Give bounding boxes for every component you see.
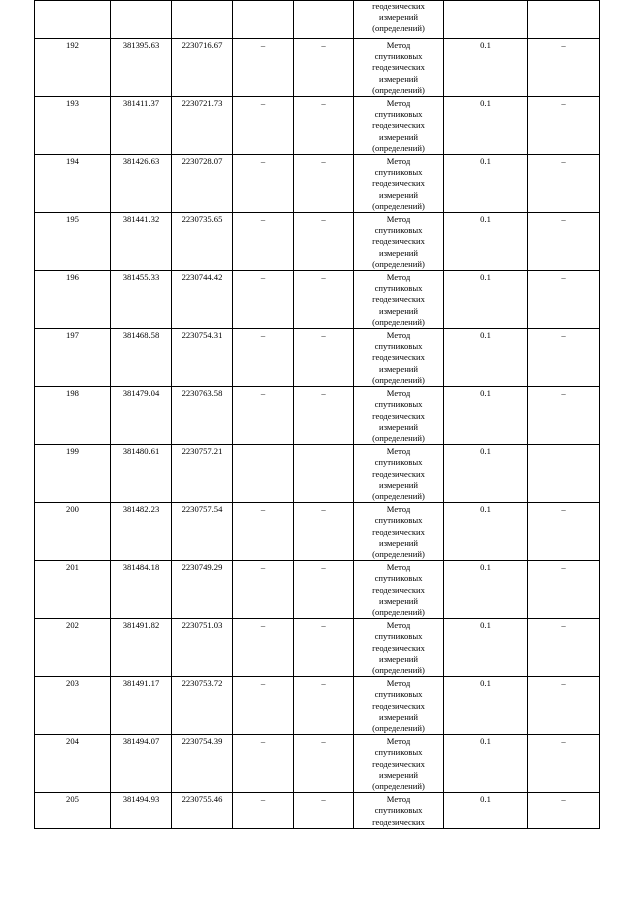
cell-col4: – — [233, 677, 294, 735]
cell-point-number: 201 — [35, 561, 111, 619]
cell-x: 381480.61 — [111, 445, 172, 503]
cell-point-number: 194 — [35, 155, 111, 213]
cell-col4 — [233, 1, 294, 39]
cell-col5: – — [294, 793, 354, 829]
cell-y — [172, 1, 233, 39]
method-line: (определений) — [372, 781, 425, 791]
cell-x: 381479.04 — [111, 387, 172, 445]
method-line: (определений) — [372, 200, 425, 211]
cell-col5: – — [294, 329, 354, 387]
cell-point-number: 195 — [35, 213, 111, 271]
method-line: (определений) — [372, 23, 425, 34]
method-line: измерений — [378, 189, 419, 200]
cell-x: 381482.23 — [111, 503, 172, 561]
method-line: геодезических — [372, 236, 425, 247]
cell-col8: – — [528, 39, 600, 97]
table-row — [35, 97, 600, 155]
method-line: Метод — [386, 620, 411, 631]
cell-x: 381484.18 — [111, 561, 172, 619]
cell-method — [354, 387, 444, 445]
cell-col5: – — [294, 213, 354, 271]
cell-method — [354, 1, 444, 39]
cell-accuracy: 0.1 — [444, 39, 528, 97]
method-line: геодезических — [372, 294, 425, 305]
cell-x: 381395.63 — [111, 39, 172, 97]
cell-point-number: 193 — [35, 97, 111, 155]
method-line: измерений — [378, 73, 419, 84]
cell-x — [111, 1, 172, 39]
cell-col5: – — [294, 735, 354, 793]
cell-col8: – — [528, 735, 600, 793]
cell-y: 2230721.73 — [172, 97, 233, 155]
cell-y: 2230744.42 — [172, 271, 233, 329]
table-row — [35, 793, 600, 829]
cell-y: 2230755.46 — [172, 793, 233, 829]
method-line: геодезических — [372, 584, 425, 595]
cell-method — [354, 445, 444, 503]
cell-accuracy: 0.1 — [444, 503, 528, 561]
cell-col8: – — [528, 213, 600, 271]
cell-point-number: 198 — [35, 387, 111, 445]
cell-col5: – — [294, 155, 354, 213]
method-line: спутниковых — [374, 631, 423, 642]
method-line: спутниковых — [374, 399, 423, 410]
cell-x: 381455.33 — [111, 271, 172, 329]
cell-col4: – — [233, 213, 294, 271]
cell-col8 — [528, 1, 600, 39]
cell-x: 381411.37 — [111, 97, 172, 155]
cell-y: 2230753.72 — [172, 677, 233, 735]
method-line: измерений — [378, 595, 419, 606]
method-line: Метод — [386, 736, 411, 747]
cell-x: 381494.93 — [111, 793, 172, 829]
cell-col8: – — [528, 619, 600, 677]
method-line: Метод — [386, 40, 411, 50]
table-row — [35, 271, 600, 329]
table-row — [35, 445, 600, 503]
cell-col5 — [294, 445, 354, 503]
cell-x: 381491.17 — [111, 677, 172, 735]
cell-x: 381491.82 — [111, 619, 172, 677]
cell-col4: – — [233, 561, 294, 619]
method-line: Метод — [386, 678, 411, 689]
cell-method — [354, 329, 444, 387]
method-line: Метод — [386, 272, 411, 283]
method-line: измерений — [378, 131, 419, 142]
method-line: геодезических — [372, 526, 425, 537]
cell-point-number: 204 — [35, 735, 111, 793]
table-row — [35, 155, 600, 213]
cell-method — [354, 271, 444, 329]
method-line: измерений — [378, 247, 419, 258]
table-row — [35, 387, 600, 445]
method-line: Метод — [386, 504, 411, 515]
cell-method — [354, 793, 444, 829]
cell-accuracy: 0.1 — [444, 445, 528, 503]
cell-point-number: 199 — [35, 445, 111, 503]
cell-point-number — [35, 1, 111, 39]
cell-col8: – — [528, 503, 600, 561]
cell-col4: – — [233, 503, 294, 561]
method-line: Метод — [386, 214, 411, 225]
method-line: измерений — [378, 363, 419, 374]
cell-x: 381494.07 — [111, 735, 172, 793]
cell-accuracy: 0.1 — [444, 677, 528, 735]
cell-y: 2230763.58 — [172, 387, 233, 445]
method-line: геодезических — [372, 62, 425, 73]
method-line: (определений) — [372, 722, 425, 733]
cell-y: 2230757.21 — [172, 445, 233, 503]
method-line: (определений) — [372, 84, 425, 95]
cell-accuracy: 0.1 — [444, 735, 528, 793]
cell-y: 2230735.65 — [172, 213, 233, 271]
cell-col5: – — [294, 387, 354, 445]
method-line: (определений) — [372, 606, 425, 617]
method-line: геодезических — [372, 120, 425, 131]
method-line: Метод — [386, 330, 411, 341]
cell-x: 381441.32 — [111, 213, 172, 271]
table-row — [35, 503, 600, 561]
method-line: (определений) — [372, 490, 425, 501]
cell-col5 — [294, 1, 354, 39]
cell-col8: – — [528, 155, 600, 213]
cell-y: 2230728.07 — [172, 155, 233, 213]
cell-y: 2230757.54 — [172, 503, 233, 561]
table-row — [35, 329, 600, 387]
cell-method — [354, 155, 444, 213]
method-line: измерений — [378, 421, 419, 432]
cell-x: 381426.63 — [111, 155, 172, 213]
cell-method — [354, 735, 444, 793]
cell-point-number: 197 — [35, 329, 111, 387]
method-line: спутниковых — [374, 167, 423, 178]
document-page — [34, 0, 599, 829]
cell-method — [354, 213, 444, 271]
table-row-continued — [35, 1, 600, 39]
cell-accuracy: 0.1 — [444, 97, 528, 155]
table-body — [35, 1, 600, 829]
method-line: спутниковых — [374, 51, 423, 62]
cell-method — [354, 561, 444, 619]
cell-method — [354, 97, 444, 155]
cell-col5: – — [294, 97, 354, 155]
method-line: измерений — [378, 305, 419, 316]
cell-col5: – — [294, 619, 354, 677]
cell-col4: – — [233, 735, 294, 793]
table-row — [35, 561, 600, 619]
method-line: спутниковых — [374, 457, 423, 468]
cell-point-number: 200 — [35, 503, 111, 561]
method-line: геодезических — [372, 468, 425, 479]
method-line: геодезических — [372, 178, 425, 189]
method-line: (определений) — [372, 316, 425, 327]
method-line: спутниковых — [374, 283, 423, 294]
cell-accuracy: 0.1 — [444, 329, 528, 387]
method-line: геодезических — [372, 352, 425, 363]
cell-col4: – — [233, 793, 294, 829]
cell-col8: – — [528, 677, 600, 735]
method-line: (определений) — [372, 374, 425, 385]
method-line: спутниковых — [374, 805, 423, 816]
cell-method — [354, 677, 444, 735]
cell-col4: – — [233, 271, 294, 329]
cell-accuracy: 0.1 — [444, 387, 528, 445]
table-row — [35, 735, 600, 793]
cell-col4: – — [233, 619, 294, 677]
method-line: измерений — [378, 479, 419, 490]
cell-col4: – — [233, 155, 294, 213]
cell-y: 2230751.03 — [172, 619, 233, 677]
method-line: измерений — [378, 653, 419, 664]
cell-col8 — [528, 445, 600, 503]
cell-col4: – — [233, 97, 294, 155]
method-line: геодезических — [372, 410, 425, 421]
cell-col5: – — [294, 271, 354, 329]
cell-col8: – — [528, 793, 600, 829]
cell-point-number: 192 — [35, 39, 111, 97]
cell-col5: – — [294, 677, 354, 735]
method-line: (определений) — [372, 664, 425, 675]
cell-col5: – — [294, 503, 354, 561]
cell-accuracy: 0.1 — [444, 619, 528, 677]
cell-col8: – — [528, 271, 600, 329]
method-line: измерений — [378, 12, 419, 23]
method-line: спутниковых — [374, 225, 423, 236]
cell-col4: – — [233, 39, 294, 97]
cell-accuracy — [444, 1, 528, 39]
cell-y: 2230754.31 — [172, 329, 233, 387]
method-line: Метод — [386, 446, 411, 457]
method-line: измерений — [378, 711, 419, 722]
cell-accuracy: 0.1 — [444, 561, 528, 619]
cell-point-number: 196 — [35, 271, 111, 329]
method-line: спутниковых — [374, 689, 423, 700]
cell-point-number: 203 — [35, 677, 111, 735]
method-line: геодезических — [372, 758, 425, 769]
cell-y: 2230754.39 — [172, 735, 233, 793]
method-line: геодезических — [372, 816, 425, 827]
method-line: измерений — [378, 769, 419, 780]
table-row — [35, 677, 600, 735]
method-line: (определений) — [372, 432, 425, 443]
method-line: спутниковых — [374, 747, 423, 758]
cell-col4: – — [233, 329, 294, 387]
method-line: спутниковых — [374, 109, 423, 120]
cell-y: 2230749.29 — [172, 561, 233, 619]
cell-col8: – — [528, 387, 600, 445]
cell-x: 381468.58 — [111, 329, 172, 387]
cell-point-number: 202 — [35, 619, 111, 677]
cell-col5: – — [294, 561, 354, 619]
method-line: геодезических — [372, 1, 425, 11]
cell-accuracy: 0.1 — [444, 793, 528, 829]
method-line: геодезических — [372, 700, 425, 711]
method-line: Метод — [386, 562, 411, 573]
cell-method — [354, 619, 444, 677]
method-line: Метод — [386, 388, 411, 399]
method-line: спутниковых — [374, 573, 423, 584]
method-line: геодезических — [372, 642, 425, 653]
cell-accuracy: 0.1 — [444, 213, 528, 271]
cell-col4: – — [233, 387, 294, 445]
cell-accuracy: 0.1 — [444, 271, 528, 329]
method-line: измерений — [378, 537, 419, 548]
method-line: спутниковых — [374, 341, 423, 352]
cell-col8: – — [528, 561, 600, 619]
method-line: Метод — [386, 98, 411, 109]
cell-accuracy: 0.1 — [444, 155, 528, 213]
method-line: (определений) — [372, 258, 425, 269]
table-row — [35, 39, 600, 97]
cell-col8: – — [528, 97, 600, 155]
method-line: (определений) — [372, 548, 425, 559]
coordinates-table — [34, 0, 600, 829]
cell-point-number: 205 — [35, 793, 111, 829]
table-row — [35, 619, 600, 677]
method-line: спутниковых — [374, 515, 423, 526]
method-line: Метод — [386, 156, 411, 167]
cell-col4 — [233, 445, 294, 503]
cell-method — [354, 503, 444, 561]
cell-col8: – — [528, 329, 600, 387]
cell-method — [354, 39, 444, 97]
method-line: Метод — [386, 794, 411, 805]
cell-col5: – — [294, 39, 354, 97]
cell-y: 2230716.67 — [172, 39, 233, 97]
table-row — [35, 213, 600, 271]
method-line: (определений) — [372, 142, 425, 153]
